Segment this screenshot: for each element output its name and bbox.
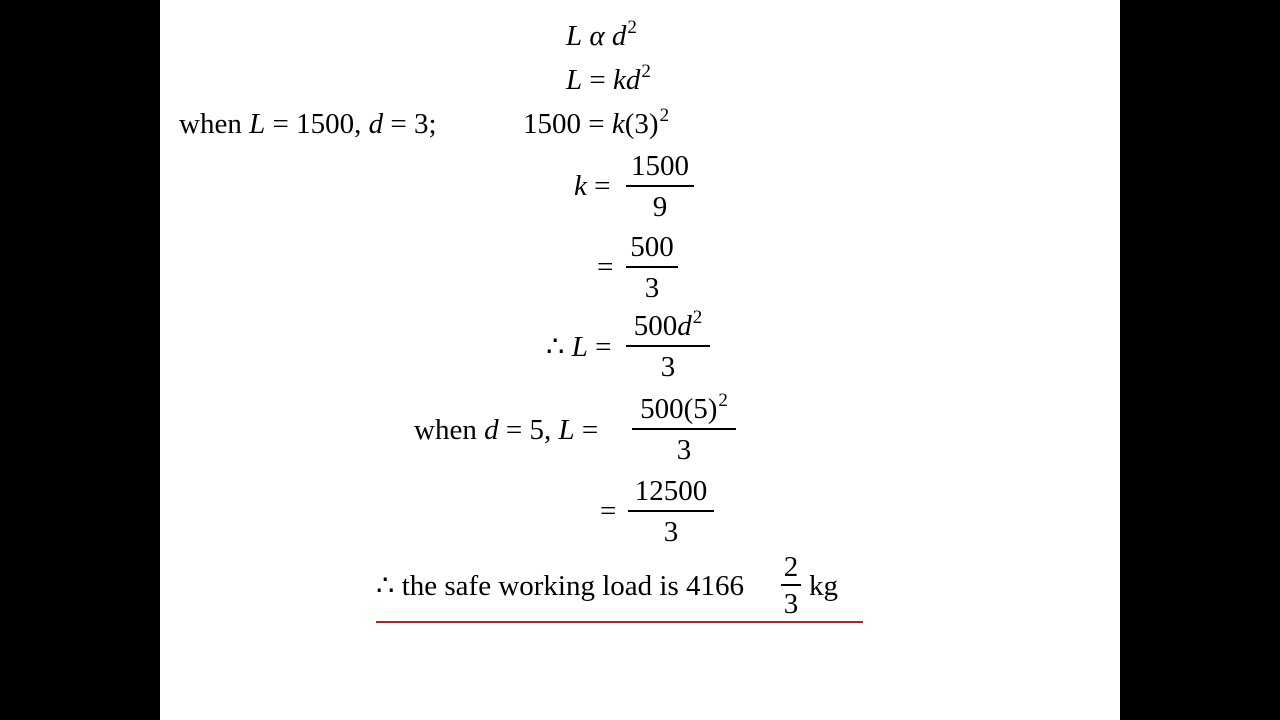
line-when-d5 (414, 416, 598, 445)
fraction-2-3 (781, 553, 801, 619)
fraction-500-3 (626, 233, 678, 303)
line-result-lhs (600, 497, 616, 526)
value-5: 5, (529, 414, 552, 446)
fraction-bar (781, 584, 801, 586)
exponent: 2 (692, 307, 703, 328)
var-d: d (484, 414, 499, 446)
fraction-bar (626, 266, 678, 268)
var-L: L (558, 414, 575, 446)
numerator: 500 (630, 231, 674, 263)
line-therefore-L (546, 333, 611, 362)
value-3: 3; (413, 108, 437, 140)
var-d: d (625, 64, 641, 96)
fraction-500-5sq-3 (632, 390, 736, 466)
var-L: L (566, 20, 583, 52)
coefficient: 500 (633, 310, 678, 342)
line-substitution-rhs (523, 105, 670, 140)
line-substitution (179, 110, 437, 139)
therefore-symbol: ∴ (546, 331, 565, 363)
denominator: 3 (663, 516, 679, 548)
var-L: L (571, 331, 588, 363)
equals-sign: = (600, 495, 617, 527)
line-equation (566, 61, 651, 96)
numerator: 2 (783, 551, 799, 583)
equals-sign: = (581, 414, 599, 446)
numerator: 1500 (631, 150, 689, 182)
fraction-1500-9 (626, 152, 694, 222)
conclusion-sentence: the safe working load is 4166 (401, 570, 744, 602)
var-L: L (249, 108, 266, 140)
fraction-bar (628, 510, 714, 512)
conclusion-text (376, 572, 744, 601)
line-k-lhs (574, 172, 610, 201)
exponent: 2 (641, 61, 651, 82)
when-text: when (179, 108, 242, 140)
denominator: 3 (783, 588, 799, 620)
answer-underline (376, 621, 863, 623)
fraction-500d2-3 (626, 307, 710, 383)
var-k: k (611, 108, 625, 140)
line-proportional (566, 17, 637, 52)
var-k: k (613, 64, 626, 96)
var-k: k (574, 170, 587, 202)
denominator: 3 (644, 272, 660, 304)
line-simplify-lhs (597, 253, 613, 282)
fraction-bar (626, 185, 694, 187)
fraction-bar (626, 345, 710, 347)
numerator: 12500 (634, 475, 708, 507)
denominator: 3 (676, 434, 692, 466)
equals-sign: = (594, 170, 611, 202)
equals-sign: = (272, 108, 289, 140)
var-d: d (611, 20, 627, 52)
exponent: 2 (627, 17, 637, 38)
slide (160, 0, 1120, 720)
paren-3: (3) (624, 108, 659, 140)
numerator (640, 390, 728, 425)
equals-sign: = (390, 108, 407, 140)
value-1500: 1500, (296, 108, 362, 140)
therefore-symbol: ∴ (376, 570, 395, 602)
equals-sign: = (588, 108, 605, 140)
equals-sign: = (595, 331, 612, 363)
fraction-12500-3 (628, 477, 714, 547)
var-d: d (677, 310, 692, 342)
product: 500(5) (640, 393, 718, 425)
equals-sign: = (505, 414, 523, 446)
numerator (633, 307, 703, 342)
exponent: 2 (659, 105, 670, 126)
var-L: L (566, 64, 583, 96)
exponent: 2 (718, 390, 728, 411)
when-text: when (414, 414, 477, 446)
denominator: 3 (660, 351, 676, 383)
equals-sign: = (597, 251, 614, 283)
fraction-bar (632, 428, 736, 430)
value-1500: 1500 (523, 108, 581, 140)
var-d: d (368, 108, 384, 140)
denominator: 9 (652, 191, 668, 223)
equals-sign: = (589, 64, 606, 96)
unit-kg: kg (809, 570, 838, 602)
alpha-symbol: α (589, 20, 605, 52)
